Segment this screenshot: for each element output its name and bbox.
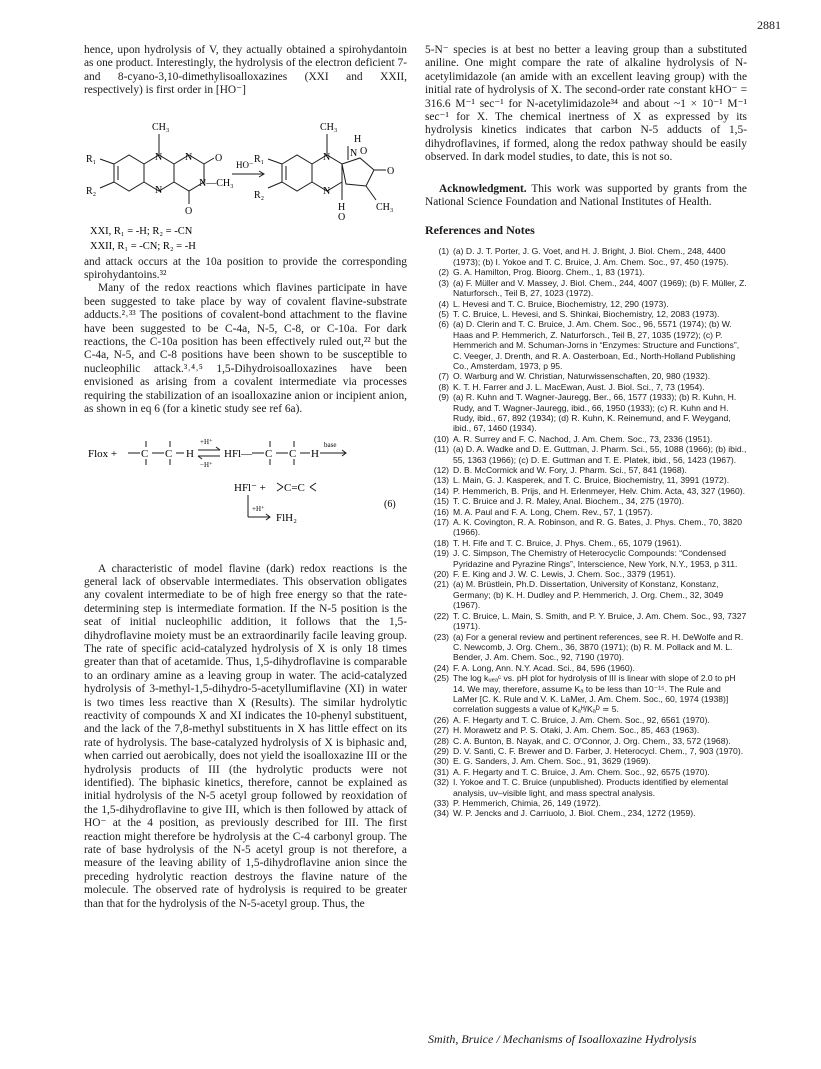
reference-number: (5) bbox=[438, 308, 449, 319]
reference-item bbox=[425, 548, 747, 569]
reference-number: (25) bbox=[433, 673, 449, 684]
reference-text: (a) R. Kuhn and T. Wagner-Jauregg, Ber., 66, 1577 (1933); (b) R. Kuhn, H. Rudy, and T. Wagner-Jauregg, ibid., 66, 1950 (1933); (c) R. Kuhn and H. Rudy, ibid., 67, 892 (1934); (d) R. Kuhn, K. Reinemund, and F. Weygand, ibid., 67, 1460 (1934). bbox=[453, 392, 737, 434]
reference-item bbox=[425, 371, 747, 381]
reference-item bbox=[425, 465, 747, 475]
reference-text: H. Morawetz and P. S. Otaki, J. Am. Chem. Soc., 85, 463 (1963). bbox=[453, 725, 700, 736]
reference-item bbox=[425, 611, 747, 632]
reference-number: (6) bbox=[438, 319, 449, 330]
reference-item bbox=[425, 538, 747, 548]
reference-text: E. G. Sanders, J. Am. Chem. Soc., 91, 3629 (1969). bbox=[453, 756, 651, 767]
n-label: N bbox=[155, 151, 163, 163]
o-label: O bbox=[360, 145, 368, 157]
svg-text:Flox +: Flox + bbox=[88, 447, 118, 460]
reference-item bbox=[425, 798, 747, 808]
n-label: N bbox=[323, 185, 331, 197]
references-list bbox=[425, 246, 747, 818]
reference-number: (12) bbox=[433, 465, 449, 475]
reference-number: (22) bbox=[433, 610, 449, 621]
reference-item bbox=[425, 444, 747, 465]
reference-item bbox=[425, 715, 747, 725]
reference-number: (29) bbox=[433, 745, 449, 756]
reference-item bbox=[425, 673, 747, 715]
svg-text:H: H bbox=[186, 447, 194, 460]
reference-item bbox=[425, 663, 747, 673]
reference-text: (a) D. Clerin and T. C. Bruice, J. Am. Chem. Soc., 96, 5571 (1974); (b) W. Haas and P. Hemmerich, Z. Naturforsch., Teil B, 27, 1035 (1972); (c) P. Hemmerich and M. Schuman-Jorns in “Enzymes: Structure and Functions”, C. Veeger, J. Drenth, and R. A. Oasterboan, Ed., North-Holland Publishing Co., Amsterdam, 1973, p 95. bbox=[453, 319, 740, 371]
reference-number: (28) bbox=[433, 735, 449, 746]
reference-item bbox=[425, 382, 747, 392]
n3-label: N—CH₃ bbox=[199, 177, 234, 189]
reference-item bbox=[425, 808, 747, 818]
r1-label: R₁ bbox=[86, 153, 97, 165]
ch3-label: CH₃ bbox=[152, 121, 170, 133]
arrow-reagent: HO⁻ bbox=[236, 159, 254, 170]
reference-number: (8) bbox=[438, 381, 449, 392]
svg-text:C=C: C=C bbox=[284, 481, 305, 494]
reference-text: (a) D. J. T. Porter, J. G. Voet, and H. J. Bright, J. Biol. Chem., 248, 4400 (1973); (b) I. Yokoe and T. C. Bruice, J. Am. Chem. Soc., 97, 450 (1975). bbox=[453, 246, 729, 267]
svg-text:C: C bbox=[265, 447, 273, 460]
acknowledgment-title: Acknowledgment. bbox=[439, 182, 527, 195]
svg-text:HFl—: HFl— bbox=[224, 447, 253, 460]
reference-text: (a) M. Brüstlein, Ph.D. Dissertation, University of Konstanz, Konstanz, Germany; (b) K. H. Dudley and P. Hemmerich, J. Org. Chem., 32, 3049 (1967). bbox=[453, 579, 724, 611]
reference-text: L. Hevesi and T. C. Bruice, Biochemistry, 12, 290 (1973). bbox=[453, 298, 669, 309]
reference-text: F. A. Long, Ann. N.Y. Acad. Sci., 84, 596 (1960). bbox=[453, 662, 635, 673]
reference-number: (31) bbox=[433, 766, 449, 777]
reference-item bbox=[425, 496, 747, 506]
reference-item bbox=[425, 392, 747, 434]
reference-text: A. F. Hegarty and T. C. Bruice, J. Am. Chem. Soc., 92, 6561 (1970). bbox=[453, 714, 710, 725]
reference-number: (24) bbox=[433, 662, 449, 673]
reference-text: T. H. Fife and T. C. Bruice, J. Phys. Chem., 65, 1079 (1961). bbox=[453, 537, 682, 548]
reference-text: A. K. Covington, R. A. Robinson, and R. G. Bates, J. Phys. Chem., 70, 3820 (1966). bbox=[453, 517, 742, 538]
reference-item bbox=[425, 309, 747, 319]
reference-text: T. C. Bruice and J. R. Maley, Anal. Biochem., 34, 275 (1970). bbox=[453, 496, 685, 507]
reference-text: J. C. Simpson, The Chemistry of Heterocyclic Compounds: “Condensed Pyridazine and Pyrazine Rings”, Interscience, New York, N.Y., 1953, p 311. bbox=[453, 548, 738, 569]
page-number: 2881 bbox=[757, 18, 781, 32]
reference-item bbox=[425, 246, 747, 267]
r2-label: R₂ bbox=[86, 185, 97, 197]
ch3-label: CH₃ bbox=[320, 121, 338, 133]
compound-label-xxii: XXII, R₁ = -CN; R₂ = -H bbox=[90, 240, 196, 252]
reference-number: (16) bbox=[433, 506, 449, 517]
reference-number: (15) bbox=[433, 496, 449, 507]
svg-text:base: base bbox=[324, 440, 337, 449]
reference-item bbox=[425, 579, 747, 610]
reference-item bbox=[425, 486, 747, 496]
references-heading: References and Notes bbox=[425, 223, 535, 238]
structure-drawing bbox=[84, 104, 407, 254]
reference-text: A. R. Surrey and F. C. Nachod, J. Am. Chem. Soc., 73, 2336 (1951). bbox=[453, 433, 713, 444]
reference-number: (32) bbox=[433, 777, 449, 788]
reference-number: (21) bbox=[433, 579, 449, 590]
acknowledgment-text: This work was supported by grants from the National Science Foundation and National Institutes of Health. bbox=[425, 182, 747, 209]
paragraph: hence, upon hydrolysis of V, they actually obtained a spirohydantoin as one product. Interestingly, the hydrolysis of the electron deficient 7- and 8-cyano-3,10-dimethylisoalloxazines (XXI and XXII, respectively) is first order in [HO⁻] bbox=[84, 44, 407, 97]
reference-number: (13) bbox=[433, 475, 449, 486]
reference-item bbox=[425, 632, 747, 663]
paragraph: A characteristic of model flavine (dark) redox reactions is the general lack of observable intermediates. This observation obligates any covalent intermediate to be of high free energy so that the rate-determining step is intermediate formation. If the N-5 position is the seat of initial nucleophilic addition, it follows that the 1,5-dihydroflavine moiety must be an extraordinarily facile leaving group. The rate of specific acid-catalyzed hydrolysis of X is only 18 times greater than that of acetamide. Thus, 1,5-dihydroflavine is comparable to an ordinary amine as a leaving group in water. The acid-catalyzed hydrolysis of 3-methyl-1,5-dihydro-5-acetyllumiflavine (XI) in water is two times less reactive than X (Results). The similar hydrolytic reactivity of compounds X and XI indicates the 10-phenyl substituent, and the lack of the 7,8-methyl substituents in X has little effect on its rate of hydrolysis. The base-catalyzed hydrolysis of X is biphasic and, when carried out aerobically, does not yield the isoalloxazine III or the hydrolysis products of III (the hydrolytic products were not identified). The biphasic kinetics, therefore, cannot be explained as initial hydrolysis of the N-5 acetyl group followed by reoxidation of the 1,5-dihydroflavine to give III, which is then followed by attack of HO⁻ at the 4 position, as previously described for III. The first reaction might therefore be hydrolysis at the C-4 carbonyl group. The rate of base hydrolysis of the N-5 acetyl group is not therefore, a measure of the leaving ability of 1,5-dihydroflavine anion since the preceding hydrolytic reaction destroys the flavine nature of the molecule. The observed rate of hydrolysis is required to be greater than that for the hydrolysis of the N-5-acetyl group. Thus, the bbox=[84, 562, 407, 910]
reference-item bbox=[425, 777, 747, 798]
reference-number: (18) bbox=[433, 537, 449, 548]
reference-number: (1) bbox=[438, 246, 449, 257]
reference-number: (23) bbox=[433, 631, 449, 642]
ch3-label: CH₃ bbox=[376, 201, 394, 213]
reference-number: (4) bbox=[438, 298, 449, 309]
reference-text: T. C. Bruice, L. Main, S. Smith, and P. Y. Bruice, J. Am. Chem. Soc., 93, 7327 (1971). bbox=[453, 610, 747, 632]
n-label: N bbox=[350, 147, 358, 159]
reference-item bbox=[425, 746, 747, 756]
reference-number: (30) bbox=[433, 756, 449, 767]
reference-number: (20) bbox=[433, 569, 449, 580]
running-footer: Smith, Bruice / Mechanisms of Isoalloxazine Hydrolysis bbox=[428, 1032, 697, 1046]
reference-item bbox=[425, 267, 747, 277]
reference-number: (10) bbox=[433, 433, 449, 444]
svg-text:FlH₂: FlH₂ bbox=[276, 511, 297, 524]
reference-item bbox=[425, 725, 747, 735]
reference-number: (17) bbox=[433, 517, 449, 528]
reference-number: (3) bbox=[438, 277, 449, 288]
svg-text:−H⁺: −H⁺ bbox=[200, 460, 213, 469]
n-label: N bbox=[185, 151, 193, 163]
paragraph: 5-N⁻ species is at best no better a leaving group than a substituted aniline. One might compare the rate of alkaline hydrolysis of N-acetylimidazole (an amide with an excellent leaving group) with the initial rate of hydrolysis of X. The second-order rate constant kΗΟ⁻ = 316.6 M⁻¹ sec⁻¹ for N-acetylimidazole³⁴ and about ~1 × 10⁻¹ M⁻¹ sec⁻¹ for X. The chemical inertness of X as expressed by its hydrolysis kinetics indicates that carbon N-5 adducts of 1,5-dihydroflavines, if formed, along the redox pathway should be easily observed. In dark model studies, to date, this is not so. bbox=[425, 44, 747, 164]
reference-item bbox=[425, 507, 747, 517]
reference-number: (11) bbox=[434, 444, 449, 455]
n-label: N bbox=[323, 151, 331, 163]
right-column bbox=[425, 44, 747, 819]
reference-text: P. Hemmerich, B. Prijs, and H. Erlenmeyer, Helv. Chim. Acta, 43, 327 (1960). bbox=[453, 485, 745, 496]
reference-text: M. A. Paul and F. A. Long, Chem. Rev., 57, 1 (1957). bbox=[453, 506, 653, 517]
reference-number: (33) bbox=[433, 798, 449, 808]
reference-item bbox=[425, 434, 747, 444]
o-label: O bbox=[185, 205, 193, 217]
reference-number: (9) bbox=[438, 392, 449, 403]
svg-text:+H⁺: +H⁺ bbox=[252, 504, 265, 513]
paragraph: and attack occurs at the 10a position to provide the corresponding spirohydantoins.³² bbox=[84, 255, 407, 282]
reference-text: (a) For a general review and pertinent references, see R. H. DeWolfe and R. C. Newcomb, J. Org. Chem., 36, 3870 (1971); (b) R. M. Pollack and M. L. Bender, J. Am. Chem. Soc., 92, 7190 (1970). bbox=[453, 631, 744, 663]
reference-text: D. V. Santi, C. F. Brewer and D. Farber, J. Heterocycl. Chem., 7, 903 (1970). bbox=[453, 745, 744, 756]
reference-number: (19) bbox=[433, 548, 449, 559]
reference-text: K. T. H. Farrer and J. L. MacEwan, Aust. J. Biol. Sci., 7, 73 (1954). bbox=[453, 381, 705, 392]
reference-text: T. C. Bruice, L. Hevesi, and S. Shinkai, Biochemistry, 12, 2083 (1973). bbox=[453, 308, 720, 319]
reference-number: (7) bbox=[438, 371, 449, 382]
reference-text: G. A. Hamilton, Prog. Bioorg. Chem., 1, 83 (1971). bbox=[453, 267, 645, 278]
equation-6 bbox=[84, 427, 407, 547]
svg-text:C: C bbox=[289, 447, 297, 460]
equation-drawing bbox=[84, 427, 407, 547]
reaction-scheme-xxi-xxii bbox=[84, 104, 407, 254]
reference-item bbox=[425, 475, 747, 485]
reference-text: F. E. King and J. W. C. Lewis, J. Chem. Soc., 3379 (1951). bbox=[453, 569, 676, 580]
reference-text: A. F. Hegarty and T. C. Bruice, J. Am. Chem. Soc., 92, 6575 (1970). bbox=[453, 766, 710, 777]
reference-number: (27) bbox=[433, 725, 449, 736]
reference-text: W. P. Jencks and J. Carriuolo, J. Biol. Chem., 234, 1272 (1959). bbox=[453, 808, 696, 819]
paragraph: Many of the redox reactions which flavines participate in have been suggested to take place by way of covalent flavine-substrate adducts.²˒³³ The positions of covalent-bond attachment to the flavine have been suggested to be C-4a, N-5, C-8, or C-10a. For dark reactions, the C-10a position has been effectively ruled out,²² but the C-4a, N-5, and C-8 positions have been shown to be susceptible to nucleophilic attack.³˒⁴˒⁵ 1,5-Dihydroisoalloxazines have been envisioned as arising from a covalent intermediate via processes requiring the stabilization of an isoalloxazine anion or incipient anion, as shown in eq 6 (for a kinetic study see ref 6a). bbox=[84, 282, 407, 416]
reference-number: (26) bbox=[433, 714, 449, 725]
reference-number: (14) bbox=[433, 485, 449, 496]
svg-text:+H⁺: +H⁺ bbox=[200, 437, 213, 446]
compound-label-xxi: XXI, R₁ = -H; R₂ = -CN bbox=[90, 225, 193, 237]
reference-item bbox=[425, 767, 747, 777]
reference-number: (2) bbox=[438, 267, 449, 278]
o-label: O bbox=[215, 152, 223, 164]
reference-item bbox=[425, 569, 747, 579]
reference-text: I. Yokoe and T. C. Bruice (unpublished). Products identified by elemental analysis, uv–visible light, and mass spectral analysis. bbox=[453, 777, 729, 798]
reference-item bbox=[425, 278, 747, 299]
h-label: H bbox=[338, 201, 346, 213]
n-label: N bbox=[155, 184, 163, 196]
svg-text:(6): (6) bbox=[384, 498, 396, 510]
svg-text:C: C bbox=[141, 447, 149, 460]
o-label: O bbox=[338, 211, 346, 223]
reference-item bbox=[425, 517, 747, 538]
svg-text:HFl⁻ +: HFl⁻ + bbox=[234, 481, 266, 494]
reference-text: O. Warburg and W. Christian, Naturwissenschaften, 20, 980 (1932). bbox=[453, 371, 711, 382]
reference-text: C. A. Bunton, B. Nayak, and C. O'Connor, J. Org. Chem., 33, 572 (1968). bbox=[453, 735, 731, 746]
reference-text: P. Hemmerich, Chimia, 26, 149 (1972). bbox=[453, 798, 601, 808]
reference-text: L. Main, G. J. Kasperek, and T. C. Bruice, Biochemistry, 11, 3991 (1972). bbox=[453, 475, 730, 486]
reference-item bbox=[425, 299, 747, 309]
reference-text: D. B. McCormick and W. Fory, J. Pharm. Sci., 57, 841 (1968). bbox=[453, 465, 687, 475]
h-label: H bbox=[354, 133, 362, 145]
reference-item bbox=[425, 319, 747, 371]
r2-label: R₂ bbox=[254, 189, 265, 201]
reference-item bbox=[425, 736, 747, 746]
reference-text: (a) D. A. Wadke and D. E. Guttman, J. Pharm. Sci., 55, 1088 (1966); (b) ibid., 55, 1363 (1966); (c) D. E. Guttman and T. E. Platek, ibid., 56, 1423 (1967). bbox=[453, 444, 747, 465]
svg-text:H: H bbox=[311, 447, 319, 460]
acknowledgment bbox=[425, 183, 747, 210]
reference-number: (34) bbox=[433, 808, 449, 819]
left-column bbox=[84, 44, 407, 911]
reference-text: (a) F. Müller and V. Massey, J. Biol. Chem., 244, 4007 (1969); (b) F. Müller, Z. Naturforsch., Teil B, 27, 1023 (1972). bbox=[453, 277, 747, 299]
reference-item bbox=[425, 756, 747, 766]
reference-text: The log kᵤₑₐᶜ vs. pH plot for hydrolysis of III is linear with slope of 2.0 to pH 14. We may, therefore, assume Kₐ to be less than 10⁻¹⁵. The Rule and LaMer [C. K. Rule and V. K. LaMer, J. Am. Chem. Soc., 60, 1974 (1938)] correlation suggests a value of Kₐᴴ/Kₐᴰ ≃ 5. bbox=[453, 673, 736, 715]
svg-text:C: C bbox=[165, 447, 173, 460]
o-label: O bbox=[387, 165, 395, 177]
r1-label: R₁ bbox=[254, 153, 265, 165]
